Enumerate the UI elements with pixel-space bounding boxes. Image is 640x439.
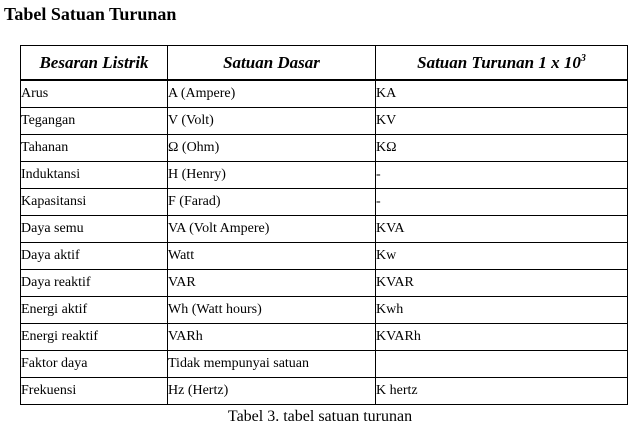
- cell-besaran: Faktor daya: [21, 351, 168, 378]
- units-table: [20, 45, 628, 405]
- cell-besaran: Arus: [21, 80, 168, 108]
- table-row: [21, 351, 628, 378]
- cell-satuan-dasar: Watt: [168, 243, 376, 270]
- cell-satuan-dasar: V (Volt): [168, 108, 376, 135]
- cell-satuan-turunan: Kw: [376, 243, 628, 270]
- cell-satuan-dasar: F (Farad): [168, 189, 376, 216]
- cell-besaran: Tahanan: [21, 135, 168, 162]
- header-besaran-listrik: Besaran Listrik: [21, 46, 168, 81]
- cell-satuan-turunan: [376, 351, 628, 378]
- table-row: [21, 135, 628, 162]
- cell-satuan-dasar: VA (Volt Ampere): [168, 216, 376, 243]
- cell-satuan-dasar: VARh: [168, 324, 376, 351]
- cell-satuan-turunan: KVAR: [376, 270, 628, 297]
- cell-satuan-dasar: A (Ampere): [168, 80, 376, 108]
- cell-satuan-dasar: H (Henry): [168, 162, 376, 189]
- cell-besaran: Daya reaktif: [21, 270, 168, 297]
- header-satuan-dasar: Satuan Dasar: [168, 46, 376, 81]
- cell-satuan-turunan: KVARh: [376, 324, 628, 351]
- table-body: [21, 80, 628, 405]
- cell-besaran: Energi aktif: [21, 297, 168, 324]
- cell-besaran: Daya semu: [21, 216, 168, 243]
- cell-besaran: Induktansi: [21, 162, 168, 189]
- page-title: Tabel Satuan Turunan: [4, 4, 177, 24]
- cell-satuan-dasar: Tidak mempunyai satuan: [168, 351, 376, 378]
- cell-satuan-dasar: Hz (Hertz): [168, 378, 376, 405]
- table-row: [21, 324, 628, 351]
- cell-satuan-turunan: K hertz: [376, 378, 628, 405]
- header-superscript: 3: [580, 52, 586, 64]
- cell-satuan-dasar: Wh (Watt hours): [168, 297, 376, 324]
- table-row: [21, 108, 628, 135]
- cell-satuan-turunan: -: [376, 162, 628, 189]
- table-header-row: [21, 46, 628, 81]
- table-row: [21, 189, 628, 216]
- table-row: [21, 297, 628, 324]
- table-row: [21, 270, 628, 297]
- cell-satuan-turunan: Kwh: [376, 297, 628, 324]
- cell-satuan-dasar: Ω (Ohm): [168, 135, 376, 162]
- table-row: [21, 216, 628, 243]
- cell-besaran: Daya aktif: [21, 243, 168, 270]
- cell-satuan-turunan: KΩ: [376, 135, 628, 162]
- cell-besaran: Frekuensi: [21, 378, 168, 405]
- table-row: [21, 162, 628, 189]
- cell-besaran: Energi reaktif: [21, 324, 168, 351]
- cell-besaran: Kapasitansi: [21, 189, 168, 216]
- table-caption: Tabel 3. tabel satuan turunan: [227, 408, 413, 425]
- cell-satuan-turunan: -: [376, 189, 628, 216]
- table-row: [21, 378, 628, 405]
- cell-satuan-dasar: VAR: [168, 270, 376, 297]
- cell-satuan-turunan: KA: [376, 80, 628, 108]
- table-row: [21, 80, 628, 108]
- cell-satuan-turunan: KVA: [376, 216, 628, 243]
- cell-besaran: Tegangan: [21, 108, 168, 135]
- header-satuan-turunan: Satuan Turunan 1 x $10^3$: [376, 46, 628, 81]
- table-row: [21, 243, 628, 270]
- cell-satuan-turunan: KV: [376, 108, 628, 135]
